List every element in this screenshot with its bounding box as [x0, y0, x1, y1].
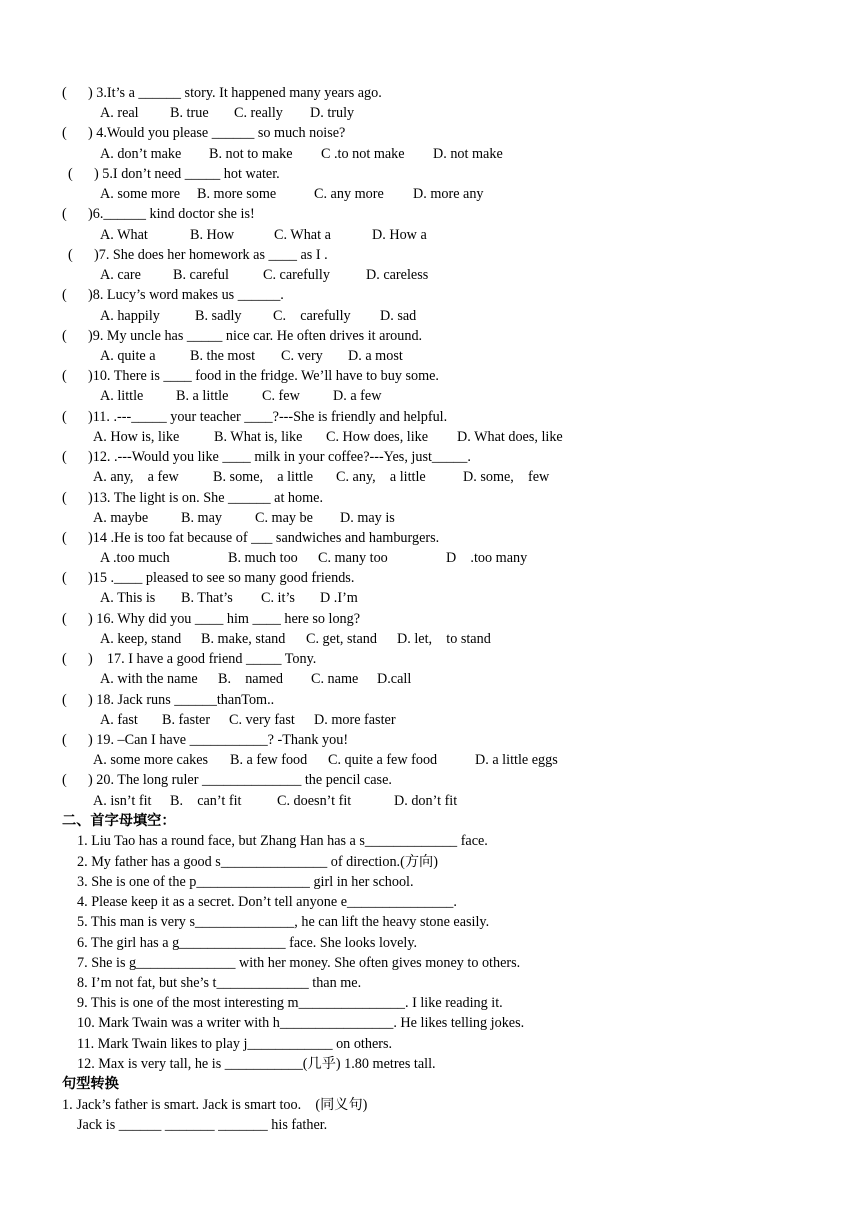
- option-c: C. get, stand: [306, 631, 377, 647]
- option-b: B. make, stand: [201, 631, 286, 647]
- option-c: C. may be: [255, 510, 313, 526]
- fill-item: 3. She is one of the p________________ girl in her school.: [77, 874, 414, 890]
- option-c: C. it’s: [261, 590, 295, 606]
- question-10: ( )10. There is ____ food in the fridge. We’ll have to buy some.: [62, 368, 439, 384]
- option-d: D.call: [377, 671, 412, 687]
- option-a: A. don’t make: [100, 146, 182, 162]
- fill-item: 10. Mark Twain was a writer with h________________. He likes telling jokes.: [77, 1015, 525, 1031]
- option-c: C. any more: [314, 186, 384, 202]
- fill-item: 2. My father has a good s_______________ of direction.(方向): [77, 854, 438, 870]
- question-18: ( ) 18. Jack runs ______thanTom..: [62, 692, 275, 708]
- option-a: A. little: [100, 388, 144, 404]
- fill-item: 9. This is one of the most interesting m_______________. I like reading it.: [77, 995, 503, 1011]
- question-16: ( ) 16. Why did you ____ him ____ here so long?: [62, 611, 361, 627]
- question-13: ( )13. The light is on. She ______ at home.: [62, 490, 323, 506]
- question-6: ( )6.______ kind doctor she is!: [62, 206, 255, 222]
- option-a: A .too much: [100, 550, 170, 566]
- option-d: D. How a: [372, 227, 427, 243]
- option-c: C. really: [234, 105, 283, 121]
- option-d: D. careless: [366, 267, 429, 283]
- fill-item: 8. I’m not fat, but she’s t_____________ than me.: [77, 975, 362, 991]
- option-c: C. name: [311, 671, 359, 687]
- option-b: B. sadly: [195, 308, 242, 324]
- option-d: D. may is: [340, 510, 395, 526]
- option-c: C. very: [281, 348, 323, 364]
- option-b: B. may: [181, 510, 222, 526]
- option-c: C. few: [262, 388, 300, 404]
- question-17: ( ) 17. I have a good friend _____ Tony.: [62, 651, 317, 667]
- option-d: D. What does, like: [457, 429, 563, 445]
- transform-answer-line: Jack is ______ _______ _______ his father.: [77, 1117, 328, 1133]
- option-d: D. don’t fit: [394, 793, 458, 809]
- option-c: C. carefully: [273, 308, 351, 324]
- option-b: B. How: [190, 227, 235, 243]
- fill-item: 12. Max is very tall, he is ___________(几乎) 1.80 metres tall.: [77, 1056, 436, 1072]
- section-heading-sentence-transform: 句型转换: [62, 1076, 119, 1092]
- option-b: B. faster: [162, 712, 211, 728]
- option-c: C. many too: [318, 550, 388, 566]
- option-c: C. any, a little: [336, 469, 426, 485]
- option-a: A. some more: [100, 186, 180, 202]
- option-a: A. any, a few: [93, 469, 179, 485]
- option-d: D. truly: [310, 105, 355, 121]
- question-3: ( ) 3.It’s a ______ story. It happened many years ago.: [62, 85, 382, 101]
- fill-item: 7. She is g______________ with her money. She often gives money to others.: [77, 955, 521, 971]
- question-7: ( )7. She does her homework as ____ as I .: [68, 247, 328, 263]
- option-d: D .too many: [446, 550, 528, 566]
- fill-item: 4. Please keep it as a secret. Don’t tell anyone e_______________.: [77, 894, 457, 910]
- option-a: A. This is: [100, 590, 156, 606]
- option-c: C .to not make: [321, 146, 405, 162]
- option-b: B. true: [170, 105, 209, 121]
- option-d: D .I’m: [320, 590, 358, 606]
- option-a: A. How is, like: [93, 429, 180, 445]
- option-b: B. some, a little: [213, 469, 314, 485]
- option-b: B. What is, like: [214, 429, 303, 445]
- option-d: D. more any: [413, 186, 484, 202]
- option-b: B. named: [218, 671, 284, 687]
- fill-item: 5. This man is very s______________, he can lift the heavy stone easily.: [77, 914, 490, 930]
- option-d: D. some, few: [463, 469, 550, 485]
- option-b: B. a few food: [230, 752, 308, 768]
- fill-item: 6. The girl has a g_______________ face. She looks lovely.: [77, 935, 418, 951]
- question-19: ( ) 19. –Can I have ___________? -Thank you!: [62, 732, 349, 748]
- option-c: C. doesn’t fit: [277, 793, 352, 809]
- fill-item: 11. Mark Twain likes to play j____________ on others.: [77, 1036, 393, 1052]
- option-a: A. real: [100, 105, 139, 121]
- option-a: A. fast: [100, 712, 138, 728]
- option-d: D. not make: [433, 146, 503, 162]
- section-heading-initial-letter: 二、首字母填空：: [62, 813, 176, 829]
- question-20: ( ) 20. The long ruler ______________ the pencil case.: [62, 772, 392, 788]
- option-d: D. a few: [333, 388, 382, 404]
- option-c: C. What a: [274, 227, 331, 243]
- option-b: B. not to make: [209, 146, 293, 162]
- option-d: D. a most: [348, 348, 403, 364]
- fill-item: 1. Liu Tao has a round face, but Zhang Han has a s_____________ face.: [77, 833, 488, 849]
- option-a: A. with the name: [100, 671, 198, 687]
- option-b: B. the most: [190, 348, 256, 364]
- option-b: B. can’t fit: [170, 793, 242, 809]
- option-b: B. much too: [228, 550, 298, 566]
- option-a: A. What: [100, 227, 148, 243]
- option-b: B. a little: [176, 388, 229, 404]
- option-a: A. keep, stand: [100, 631, 182, 647]
- question-12: ( )12. .---Would you like ____ milk in your coffee?---Yes, just_____.: [62, 449, 471, 465]
- option-c: C. quite a few food: [328, 752, 438, 768]
- transform-item: 1. Jack’s father is smart. Jack is smart too. (同义句): [62, 1097, 368, 1113]
- question-11: ( )11. .---_____ your teacher ____?---She is friendly and helpful.: [62, 409, 448, 425]
- option-d: D. more faster: [314, 712, 396, 728]
- option-c: C. How does, like: [326, 429, 429, 445]
- question-14: ( )14 .He is too fat because of ___ sandwiches and hamburgers.: [62, 530, 440, 546]
- question-5: ( ) 5.I don’t need _____ hot water.: [68, 166, 280, 182]
- question-8: ( )8. Lucy’s word makes us ______.: [62, 287, 284, 303]
- option-b: B. careful: [173, 267, 229, 283]
- question-9: ( )9. My uncle has _____ nice car. He often drives it around.: [62, 328, 423, 344]
- option-a: A. care: [100, 267, 141, 283]
- option-a: A. maybe: [93, 510, 149, 526]
- option-c: C. very fast: [229, 712, 295, 728]
- option-d: D. a little eggs: [475, 752, 558, 768]
- option-a: A. happily: [100, 308, 160, 324]
- question-15: ( )15 .____ pleased to see so many good friends.: [62, 570, 355, 586]
- option-d: D. let, to stand: [397, 631, 491, 647]
- option-c: C. carefully: [263, 267, 330, 283]
- option-b: B. That’s: [181, 590, 233, 606]
- option-d: D. sad: [380, 308, 417, 324]
- option-a: A. quite a: [100, 348, 156, 364]
- option-a: A. isn’t fit: [93, 793, 152, 809]
- option-a: A. some more cakes: [93, 752, 209, 768]
- option-b: B. more some: [197, 186, 277, 202]
- question-4: ( ) 4.Would you please ______ so much noise?: [62, 125, 346, 141]
